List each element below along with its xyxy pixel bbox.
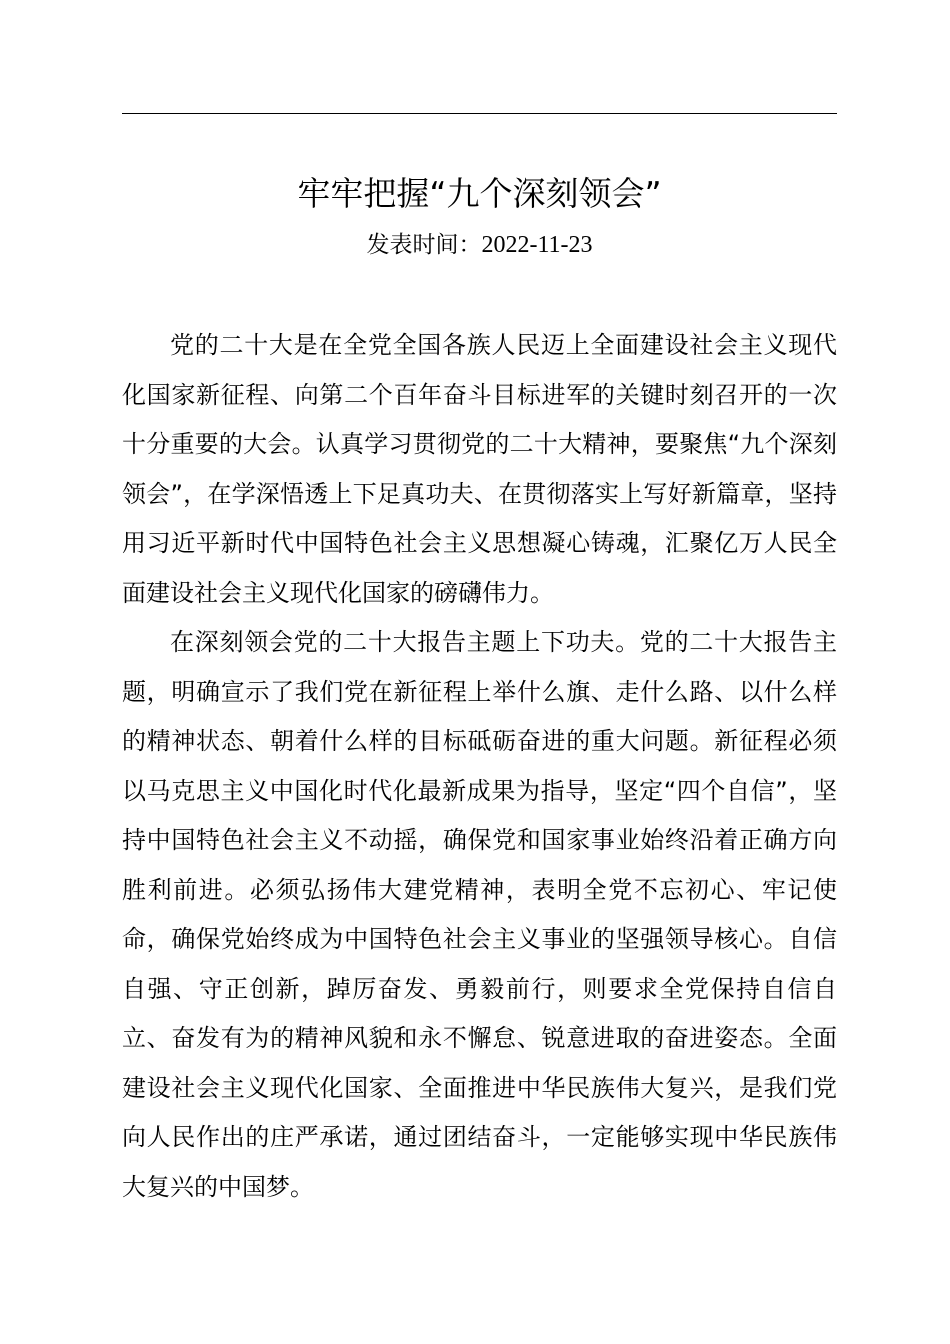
publish-time — [122, 225, 837, 265]
publish-date: 2022-11-23 — [481, 232, 593, 258]
publish-time-label: 发表时间： — [366, 232, 482, 258]
document-title: 牢牢把握“九个深刻领会” — [297, 174, 662, 213]
body-paragraph: 党的二十大是在全党全国各族人民迈上全面建设社会主义现代化国家新征程、向第二个百年奋斗目标进军的关键时刻召开的一次十分重要的大会。认真学习贯彻党的二十大精神，要聚焦“九个深刻领会”，在学深悟透上下足真功夫、在贯彻落实上写好新篇章，坚持用习近平新时代中国特色社会主义思想凝心铸魂，汇聚亿万人民全面建设社会主义现代化国家的磅礴伟力。 — [122, 331, 837, 607]
header-rule — [122, 113, 837, 114]
document-body — [122, 321, 837, 1212]
body-paragraph: 在深刻领会党的二十大报告主题上下功夫。党的二十大报告主题，明确宣示了我们党在新征程上举什么旗、走什么路、以什么样的精神状态、朝着什么样的目标砥砺奋进的重大问题。新征程必须以马克思主义中国化时代化最新成果为指导，坚定“四个自信”，坚持中国特色社会主义不动摇，确保党和国家事业始终沿着正确方向胜利前进。必须弘扬伟大建党精神，表明全党不忘初心、牢记使命，确保党始终成为中国特色社会主义事业的坚强领导核心。自信自强、守正创新，踔厉奋发、勇毅前行，则要求全党保持自信自立、奋发有为的精神风貌和永不懈怠、锐意进取的奋进姿态。全面建设社会主义现代化国家、全面推进中华民族伟大复兴，是我们党向人民作出的庄严承诺，通过团结奋斗，一定能够实现中华民族伟大复兴的中国梦。 — [122, 628, 837, 1201]
